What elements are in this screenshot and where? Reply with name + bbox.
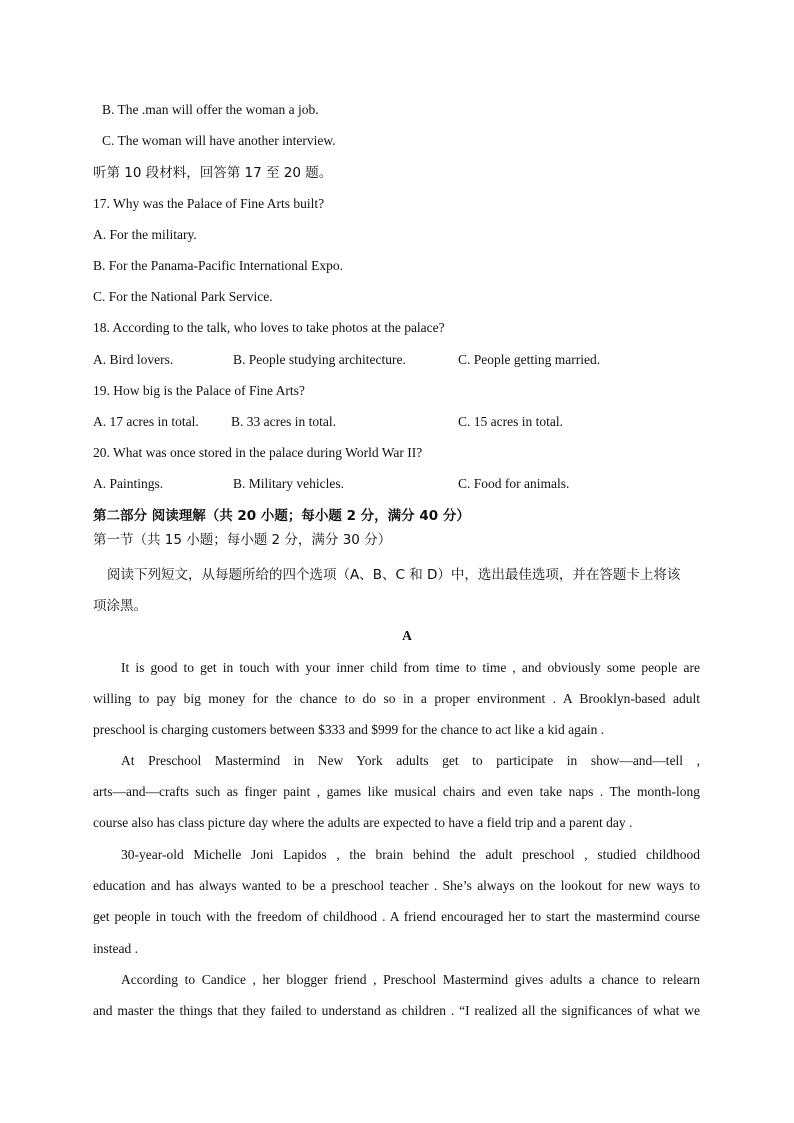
q17-option-b: B. For the Panama-Pacific International Expo. (93, 258, 344, 273)
q18-option-a: A. Bird lovers. (93, 352, 174, 367)
paragraph-3 (93, 839, 700, 964)
paragraph-4-line-1: According to Candice , her blogger friend , Preschool Mastermind gives adults a chance to relearn (121, 972, 700, 987)
paragraph-1-line-2: willing to pay big money for the chance to do so in a proper environment . A Brooklyn-based adult (93, 691, 700, 707)
q17-option-a: A. For the military. (93, 227, 197, 242)
q18-option-c: C. People getting married. (458, 352, 601, 367)
q17-stem: 17. Why was the Palace of Fine Arts built? (93, 196, 325, 211)
q19-option-c: C. 15 acres in total. (458, 414, 563, 429)
q17-option-c: C. For the National Park Service. (93, 289, 273, 304)
paragraph-3-line-1: 30-year-old Michelle Joni Lapidos , the brain behind the adult preschool , studied childhood (121, 847, 700, 862)
section10-instruction: 听第 10 段材料，回答第 17 至 20 题。 (93, 165, 333, 181)
reading-instruction-line1: 阅读下列短文，从每题所给的四个选项（A、B、C 和 D）中，选出最佳选项，并在答题卡上将该 (107, 567, 681, 583)
paragraph-4-line-2: and master the things that they failed to understand as children . “I realized all the significances of what we (93, 1003, 700, 1019)
paragraph-3-line-3: get people in touch with the freedom of childhood . A friend encouraged her to start the mastermind course (93, 909, 700, 925)
q16-option-b: B. The .man will offer the woman a job. (102, 102, 319, 117)
passage-label: A (402, 628, 412, 643)
q19-option-b: B. 33 acres in total. (231, 414, 336, 429)
part2-title: 第二部分 阅读理解（共 20 小题；每小题 2 分，满分 40 分） (93, 508, 470, 524)
q16-option-c: C. The woman will have another interview. (102, 133, 336, 148)
paragraph-2-line-2: arts—and—crafts such as finger paint , games like musical chairs and even take naps . The month-long (93, 784, 700, 800)
paragraph-2-line-3: course also has class picture day where the adults are expected to have a field trip and a parent day . (93, 815, 633, 831)
paragraph-1-line-3: preschool is charging customers between $333 and $999 for the chance to act like a kid again . (93, 722, 605, 738)
paragraph-4 (93, 964, 700, 1026)
reading-instruction-line2: 项涂黑。 (93, 598, 147, 614)
q19-stem: 19. How big is the Palace of Fine Arts? (93, 383, 305, 398)
q18-option-b: B. People studying architecture. (233, 352, 406, 367)
section1-title: 第一节（共 15 小题；每小题 2 分，满分 30 分） (93, 532, 392, 548)
paragraph-3-line-4: instead . (93, 940, 138, 956)
q20-option-b: B. Military vehicles. (233, 476, 344, 491)
paragraph-1-line-1: It is good to get in touch with your inner child from time to time , and obviously some people are (121, 660, 700, 675)
paragraph-3-line-2: education and has always wanted to be a preschool teacher . She’s always on the lookout for new ways to (93, 878, 700, 894)
q18-stem: 18. According to the talk, who loves to take photos at the palace? (93, 320, 445, 335)
q19-option-a: A. 17 acres in total. (93, 414, 199, 429)
q20-option-a: A. Paintings. (93, 476, 164, 491)
q20-stem: 20. What was once stored in the palace during World War II? (93, 445, 423, 460)
paragraph-2 (93, 745, 700, 839)
q20-option-c: C. Food for animals. (458, 476, 570, 491)
paragraph-2-line-1: At Preschool Mastermind in New York adults get to participate in show—and—tell , (121, 753, 700, 768)
paragraph-1 (93, 652, 700, 746)
